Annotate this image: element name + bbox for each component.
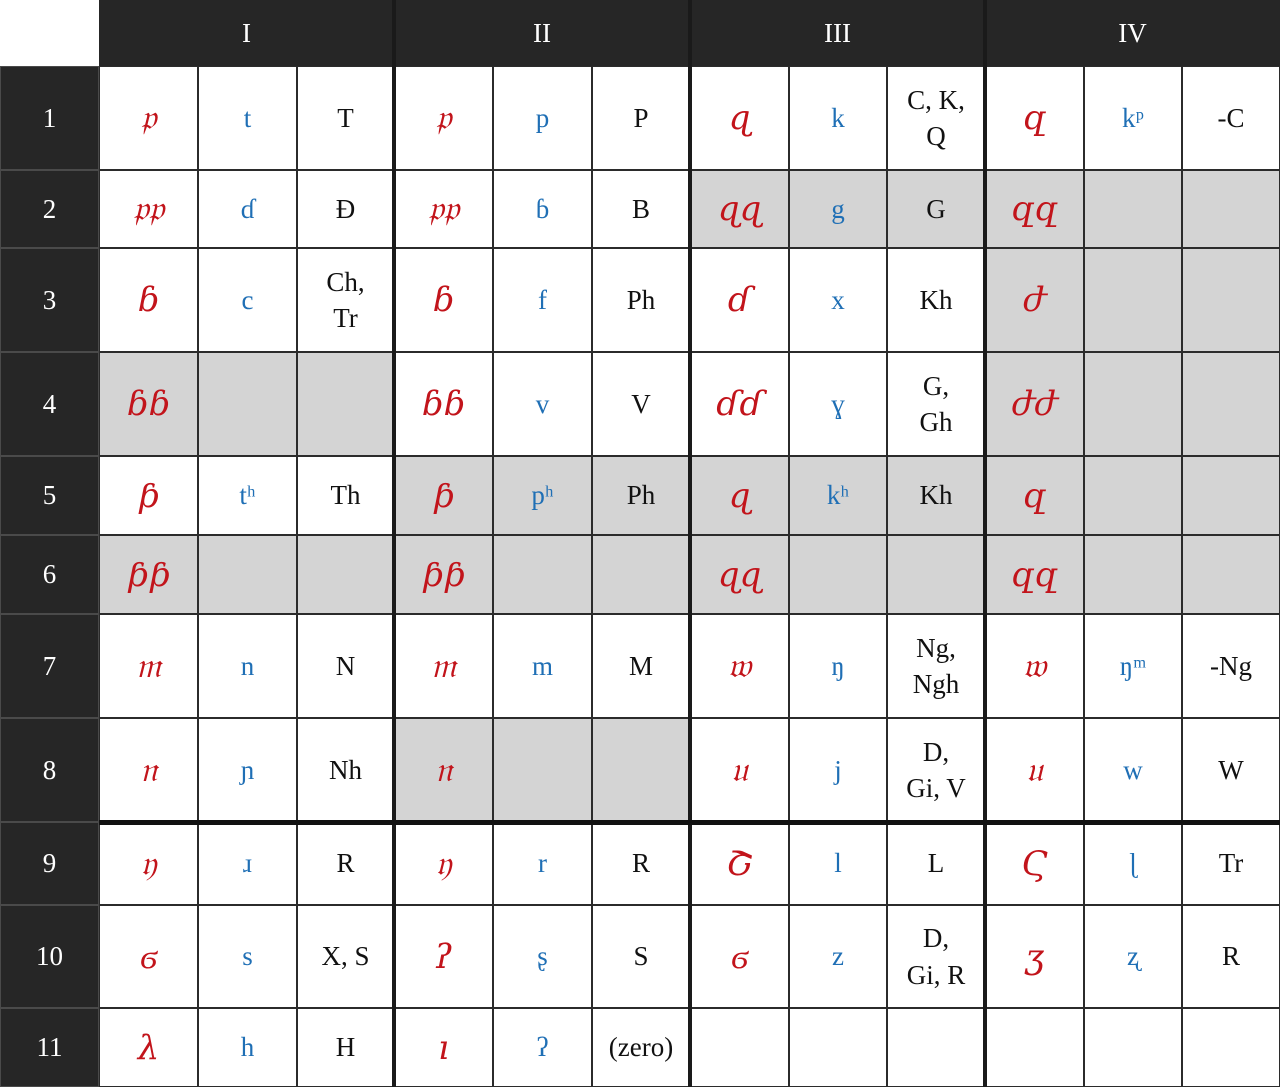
ipa-symbol: j bbox=[789, 718, 887, 822]
ipa-symbol: x bbox=[789, 248, 887, 352]
tengwa-glyph: 𝔶 bbox=[394, 822, 493, 905]
row-number: 7 bbox=[0, 614, 99, 718]
tengwa-glyph: ժ bbox=[985, 248, 1084, 352]
row-number: 9 bbox=[0, 822, 99, 905]
latin-transcription: B bbox=[592, 170, 690, 248]
tengwa-glyph: 𝔪 bbox=[99, 614, 198, 718]
latin-transcription: D, Gi, R bbox=[887, 905, 985, 1008]
latin-transcription bbox=[297, 352, 394, 456]
ipa-symbol bbox=[198, 535, 297, 614]
tengwa-glyph: ɓ bbox=[394, 248, 493, 352]
tengwa-glyph: 𝔫 bbox=[394, 718, 493, 822]
tengwa-glyph: 𝔶 bbox=[99, 822, 198, 905]
tengwa-glyph: զ bbox=[985, 456, 1084, 535]
row-number: 11 bbox=[0, 1008, 99, 1087]
group-divider bbox=[688, 0, 692, 1087]
tengwa-glyph: ɗ bbox=[690, 248, 789, 352]
ipa-symbol bbox=[1084, 456, 1182, 535]
tengwa-glyph: զզ bbox=[985, 535, 1084, 614]
latin-transcription bbox=[1182, 352, 1280, 456]
ipa-symbol: kᵖ bbox=[1084, 66, 1182, 170]
ipa-symbol: f bbox=[493, 248, 592, 352]
latin-transcription: Đ bbox=[297, 170, 394, 248]
latin-transcription: N bbox=[297, 614, 394, 718]
ipa-symbol bbox=[198, 352, 297, 456]
latin-transcription: C, K, Q bbox=[887, 66, 985, 170]
latin-transcription: R bbox=[592, 822, 690, 905]
latin-transcription: Nh bbox=[297, 718, 394, 822]
ipa-symbol: pʰ bbox=[493, 456, 592, 535]
ipa-symbol: ʔ bbox=[493, 1008, 592, 1087]
ipa-symbol: v bbox=[493, 352, 592, 456]
tengwa-glyph bbox=[690, 1008, 789, 1087]
tengwa-glyph: ɋɋ bbox=[690, 170, 789, 248]
column-group-header: IV bbox=[985, 0, 1280, 66]
tengwa-glyph: 𝔭 bbox=[99, 66, 198, 170]
ipa-symbol: ɲ bbox=[198, 718, 297, 822]
latin-transcription: Kh bbox=[887, 248, 985, 352]
row-number: 5 bbox=[0, 456, 99, 535]
tengwa-glyph: ƥ bbox=[394, 456, 493, 535]
tengwa-glyph: Ϛ bbox=[985, 822, 1084, 905]
tengwa-glyph: 𝔭𝔭 bbox=[394, 170, 493, 248]
ipa-symbol: ɭ bbox=[1084, 822, 1182, 905]
latin-transcription: Ph bbox=[592, 248, 690, 352]
ipa-symbol bbox=[1084, 535, 1182, 614]
ipa-symbol bbox=[493, 718, 592, 822]
latin-transcription: Th bbox=[297, 456, 394, 535]
ipa-symbol bbox=[789, 535, 887, 614]
tengwa-glyph: ɋ bbox=[690, 456, 789, 535]
latin-transcription: (zero) bbox=[592, 1008, 690, 1087]
ipa-symbol: ŋᵐ bbox=[1084, 614, 1182, 718]
latin-transcription bbox=[1182, 535, 1280, 614]
ipa-symbol: tʰ bbox=[198, 456, 297, 535]
ipa-symbol: c bbox=[198, 248, 297, 352]
tengwa-glyph: 𝔴 bbox=[690, 614, 789, 718]
latin-transcription: Kh bbox=[887, 456, 985, 535]
tengwa-glyph: ɓ bbox=[99, 248, 198, 352]
row-number: 2 bbox=[0, 170, 99, 248]
group-divider bbox=[392, 0, 396, 1087]
latin-transcription bbox=[297, 535, 394, 614]
ipa-symbol: kʰ bbox=[789, 456, 887, 535]
ipa-symbol: k bbox=[789, 66, 887, 170]
row-number: 4 bbox=[0, 352, 99, 456]
ipa-symbol: ɓ bbox=[493, 170, 592, 248]
latin-transcription: P bbox=[592, 66, 690, 170]
latin-transcription bbox=[1182, 170, 1280, 248]
column-group-header: II bbox=[394, 0, 690, 66]
ipa-symbol bbox=[1084, 248, 1182, 352]
ipa-symbol: z bbox=[789, 905, 887, 1008]
latin-transcription: X, S bbox=[297, 905, 394, 1008]
latin-transcription: G bbox=[887, 170, 985, 248]
ipa-symbol bbox=[789, 1008, 887, 1087]
tengwa-glyph: 𝔭 bbox=[394, 66, 493, 170]
group-divider bbox=[983, 0, 987, 1087]
latin-transcription bbox=[592, 718, 690, 822]
tengwa-glyph: ƥƥ bbox=[394, 535, 493, 614]
tengwa-glyph: ɓɓ bbox=[99, 352, 198, 456]
ipa-symbol: w bbox=[1084, 718, 1182, 822]
tengwa-glyph: զ bbox=[985, 66, 1084, 170]
tengwa-glyph: ƥ bbox=[99, 456, 198, 535]
column-group-header: I bbox=[99, 0, 394, 66]
tengwa-glyph: ϭ bbox=[690, 905, 789, 1008]
latin-transcription: M bbox=[592, 614, 690, 718]
ipa-symbol: p bbox=[493, 66, 592, 170]
latin-transcription bbox=[592, 535, 690, 614]
latin-transcription: T bbox=[297, 66, 394, 170]
ipa-symbol bbox=[1084, 352, 1182, 456]
latin-transcription bbox=[1182, 456, 1280, 535]
tengwa-glyph: ɋɋ bbox=[690, 535, 789, 614]
tengwa-glyph: 𝔫 bbox=[99, 718, 198, 822]
row-number: 1 bbox=[0, 66, 99, 170]
latin-transcription: Tr bbox=[1182, 822, 1280, 905]
row-number: 8 bbox=[0, 718, 99, 822]
ipa-symbol: l bbox=[789, 822, 887, 905]
column-group-header: III bbox=[690, 0, 985, 66]
tengwa-glyph: ʒ bbox=[985, 905, 1084, 1008]
corner-blank bbox=[0, 0, 99, 66]
tengwa-glyph: ƥƥ bbox=[99, 535, 198, 614]
ipa-symbol: ʐ bbox=[1084, 905, 1182, 1008]
latin-transcription: G, Gh bbox=[887, 352, 985, 456]
tengwa-glyph: λ bbox=[99, 1008, 198, 1087]
tengwa-glyph: ժժ bbox=[985, 352, 1084, 456]
row-number: 3 bbox=[0, 248, 99, 352]
latin-transcription bbox=[1182, 248, 1280, 352]
ipa-symbol: ɣ bbox=[789, 352, 887, 456]
latin-transcription: R bbox=[1182, 905, 1280, 1008]
latin-transcription bbox=[887, 1008, 985, 1087]
ipa-symbol bbox=[1084, 1008, 1182, 1087]
ipa-symbol: h bbox=[198, 1008, 297, 1087]
ipa-symbol: t bbox=[198, 66, 297, 170]
tengwa-glyph: 𝔭𝔭 bbox=[99, 170, 198, 248]
ipa-symbol bbox=[1084, 170, 1182, 248]
tengwa-glyph: զզ bbox=[985, 170, 1084, 248]
latin-transcription: -C bbox=[1182, 66, 1280, 170]
ipa-symbol bbox=[493, 535, 592, 614]
ipa-symbol: ʂ bbox=[493, 905, 592, 1008]
tengwa-glyph: ı bbox=[394, 1008, 493, 1087]
tengwa-glyph: ɋ bbox=[690, 66, 789, 170]
tengwa-glyph: ϭ bbox=[99, 905, 198, 1008]
tengwa-glyph: 𝔴 bbox=[985, 614, 1084, 718]
latin-transcription: S bbox=[592, 905, 690, 1008]
tengwa-glyph: Շ bbox=[690, 822, 789, 905]
ipa-symbol: s bbox=[198, 905, 297, 1008]
tengwa-glyph: ʔ bbox=[394, 905, 493, 1008]
latin-transcription: L bbox=[887, 822, 985, 905]
tengwa-glyph: 𝔪 bbox=[394, 614, 493, 718]
latin-transcription: Ph bbox=[592, 456, 690, 535]
latin-transcription: -Ng bbox=[1182, 614, 1280, 718]
ipa-symbol: ɹ bbox=[198, 822, 297, 905]
tengwa-glyph: ɗɗ bbox=[690, 352, 789, 456]
ipa-symbol: n bbox=[198, 614, 297, 718]
latin-transcription: Ch, Tr bbox=[297, 248, 394, 352]
latin-transcription: V bbox=[592, 352, 690, 456]
ipa-symbol: r bbox=[493, 822, 592, 905]
latin-transcription: D, Gi, V bbox=[887, 718, 985, 822]
latin-transcription: H bbox=[297, 1008, 394, 1087]
ipa-symbol: ŋ bbox=[789, 614, 887, 718]
row-number: 10 bbox=[0, 905, 99, 1008]
tengwa-glyph: 𝔲 bbox=[690, 718, 789, 822]
latin-transcription bbox=[887, 535, 985, 614]
tengwa-glyph bbox=[985, 1008, 1084, 1087]
row-number: 6 bbox=[0, 535, 99, 614]
ipa-symbol: m bbox=[493, 614, 592, 718]
latin-transcription: Ng, Ngh bbox=[887, 614, 985, 718]
ipa-symbol: g bbox=[789, 170, 887, 248]
latin-transcription bbox=[1182, 1008, 1280, 1087]
latin-transcription: W bbox=[1182, 718, 1280, 822]
tengwa-glyph: 𝔲 bbox=[985, 718, 1084, 822]
section-divider bbox=[99, 820, 1280, 825]
tengwa-glyph: ɓɓ bbox=[394, 352, 493, 456]
ipa-symbol: ɗ bbox=[198, 170, 297, 248]
latin-transcription: R bbox=[297, 822, 394, 905]
